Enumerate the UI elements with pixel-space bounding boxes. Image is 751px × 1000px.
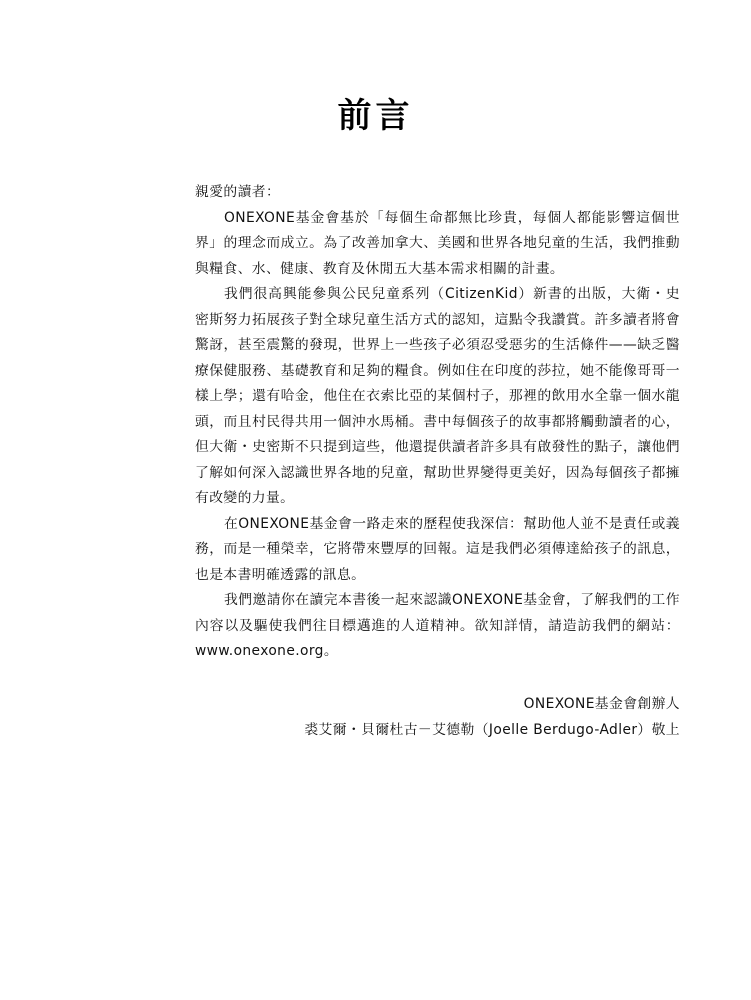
paragraph-intro: ONEXONE基金會基於「每個生命都無比珍貴，每個人都能影響這個世界」的理念而成立。為了改善加拿大、美國和世界各地兒童的生活，我們推動與糧食、水、健康、教育及休閒五大基本需求相關的計畫。 (195, 209, 680, 277)
paragraph-invitation: 我們邀請你在讀完本書後一起來認識ONEXONE基金會，了解我們的工作內容以及驅使我們往目標邁進的人道精神。欲知詳情，請造訪我們的網站：www.onexone.org。 (195, 592, 680, 659)
paragraph-belief: 在ONEXONE基金會一路走來的歷程使我深信：幫助他人並不是責任或義務，而是一種榮幸，它將帶來豐厚的回報。這是我們必須傳達給孩子的訊息，也是本書明確透露的訊息。 (195, 515, 680, 583)
signature-organization: ONEXONE基金會創辦人 (523, 696, 680, 712)
signature-name: 裘艾爾・貝爾杜古－艾德勒（Joelle Berdugo-Adler）敬上 (304, 722, 680, 738)
paragraph-citizenkid: 我們很高興能參與公民兒童系列（CitizenKid）新書的出版，大衛・史密斯努力拓展孩子對全球兒童生活方式的認知，這點令我讚賞。許多讀者將會驚訝，甚至震驚的發現，世界上一些孩子必須忍受惡劣的生活條件——缺乏醫療保健服務、基礎教育和足夠的糧食。例如住在印度的莎拉，她不能像哥哥一樣上學；還有哈金，他住在衣索比亞的某個村子，那裡的飲用水全靠一個水龍頭，而且村民得共用一個沖水馬桶。書中每個孩子的故事都將觸動讀者的心，但大衛・史密斯不只提到這些，他還提供讀者許多具有啟發性的點子，讓他們了解如何深入認識世界各地的兒童，幫助世界變得更美好，因為每個孩子都擁有改變的力量。 (195, 286, 680, 506)
page-title: 前言 (337, 96, 414, 136)
letter-body (195, 180, 680, 665)
salutation: 親愛的讀者： (195, 184, 281, 200)
